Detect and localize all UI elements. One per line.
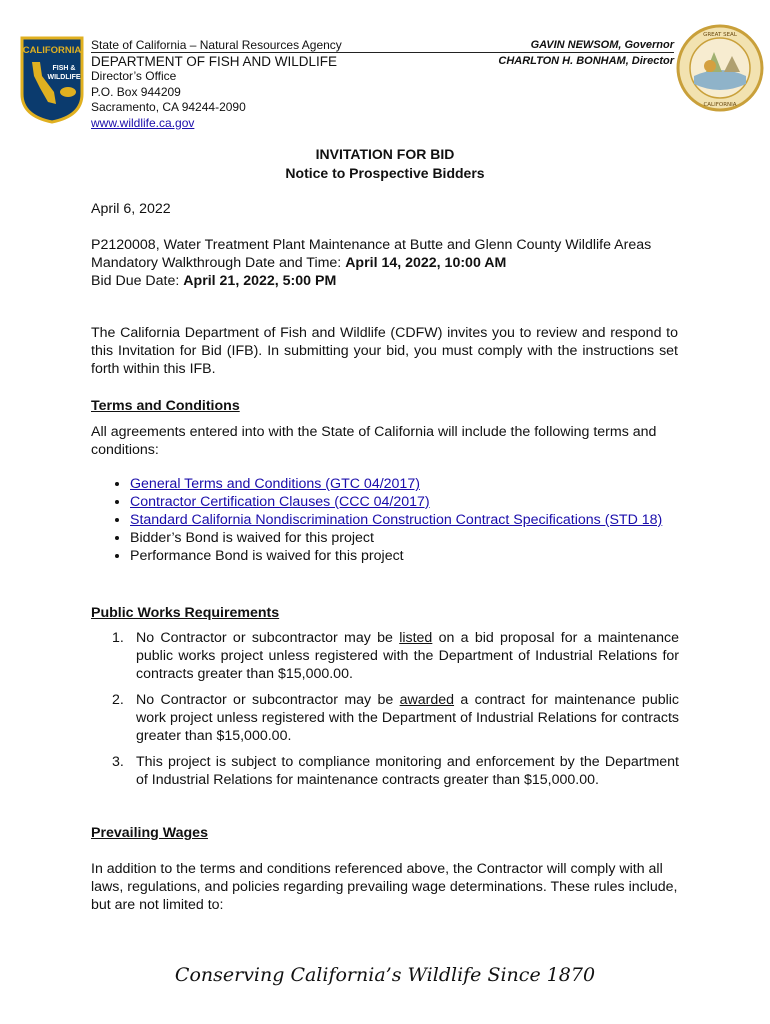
address-block xyxy=(91,69,246,131)
list-item: • Performance Bond is waived for this project xyxy=(130,547,670,565)
cdfw-logo xyxy=(18,36,86,124)
doc-title: INVITATION FOR BID xyxy=(315,146,455,162)
public-works-list xyxy=(112,629,679,797)
po-box-line: P.O. Box 944209 xyxy=(91,84,181,99)
city-line: Sacramento, CA 94244-2090 xyxy=(91,100,246,114)
list-item xyxy=(112,753,679,789)
item-text: No Contractor or subcontractor may be xyxy=(136,630,400,646)
state-seal xyxy=(676,24,764,112)
director-name: CHARLTON H. BONHAM, Director xyxy=(498,55,674,67)
footer-tagline: Conserving California’s Wildlife Since 1870 xyxy=(174,964,596,986)
project-block xyxy=(91,236,678,290)
item-number: 3. xyxy=(112,754,124,770)
prevailing-wages-heading: Prevailing Wages xyxy=(91,825,208,841)
due-date-line xyxy=(91,272,678,290)
svg-text:FISH &: FISH & xyxy=(52,65,76,72)
walkthrough-label: Mandatory Walkthrough Date and Time: xyxy=(91,255,346,271)
website-link[interactable]: www.wildlife.ca.gov xyxy=(91,115,195,130)
svg-text:WILDLIFE: WILDLIFE xyxy=(47,74,81,81)
due-date-value: April 21, 2022, 5:00 PM xyxy=(183,273,337,289)
item-text: This project is subject to compliance monitoring and enforcement by the Department of Industrial Relations for maintenance contracts greater than $15,000.00. xyxy=(136,754,679,788)
svg-text:CALIFORNIA: CALIFORNIA xyxy=(22,45,82,56)
due-date-label: Bid Due Date: xyxy=(91,273,184,289)
letter-date: April 6, 2022 xyxy=(91,201,171,217)
office-line: Director’s Office xyxy=(91,69,177,83)
item-emphasis: awarded xyxy=(399,692,455,708)
prevailing-wages-text: In addition to the terms and conditions referenced above, the Contractor will comply with all laws, regulations, and policies regarding prevailing wage determinations. These rules include, but are not limited to: xyxy=(91,861,678,913)
item-text: a contract for maintenance public work project unless registered with the Department of Industrial Relations for contracts greater than $15,000.00. xyxy=(136,692,679,744)
list-item: • Bidder’s Bond is waived for this project xyxy=(130,529,670,547)
list-item xyxy=(130,475,670,493)
item-number: 2. xyxy=(112,692,124,708)
gtc-link[interactable]: General Terms and Conditions (GTC 04/2017) xyxy=(130,476,420,492)
list-item xyxy=(112,691,679,745)
item-text: on a bid proposal for a maintenance public works project unless registered with the Department of Industrial Relations for contracts greater than $15,000.00. xyxy=(136,630,679,682)
walkthrough-value: April 14, 2022, 10:00 AM xyxy=(345,255,507,271)
std18-link[interactable]: Standard California Nondiscrimination Construction Contract Specifications (STD 18) xyxy=(130,512,663,528)
svg-text:GREAT SEAL: GREAT SEAL xyxy=(703,32,737,38)
public-works-heading: Public Works Requirements xyxy=(91,605,280,621)
department-name: DEPARTMENT OF FISH AND WILDLIFE xyxy=(91,54,338,69)
doc-subtitle: Notice to Prospective Bidders xyxy=(285,165,485,181)
item-emphasis: listed xyxy=(399,630,433,646)
terms-list xyxy=(110,475,670,565)
svg-text:CALIFORNIA: CALIFORNIA xyxy=(703,102,737,108)
terms-text: All agreements entered into with the State of California will include the following terms and conditions: xyxy=(91,424,657,458)
agency-header-line xyxy=(91,38,674,53)
governor-name: GAVIN NEWSOM, Governor xyxy=(530,39,674,51)
list-item xyxy=(130,493,670,511)
list-item xyxy=(130,511,670,529)
item-number: 1. xyxy=(112,630,124,646)
intro-paragraph: The California Department of Fish and Wildlife (CDFW) invites you to review and respond to this Invitation for Bid (IFB). In submitting your bid, you must comply with the instructions set forth within this IFB. xyxy=(91,325,678,377)
agency-name: State of California – Natural Resources Agency xyxy=(91,38,342,52)
item-text: No Contractor or subcontractor may be xyxy=(136,692,400,708)
terms-heading: Terms and Conditions xyxy=(91,398,240,414)
list-item xyxy=(112,629,679,683)
ccc-link[interactable]: Contractor Certification Clauses (CCC 04/2017) xyxy=(130,494,430,510)
project-name: P2120008, Water Treatment Plant Maintenance at Butte and Glenn County Wildlife Areas xyxy=(91,237,652,253)
walkthrough-line xyxy=(91,254,678,272)
